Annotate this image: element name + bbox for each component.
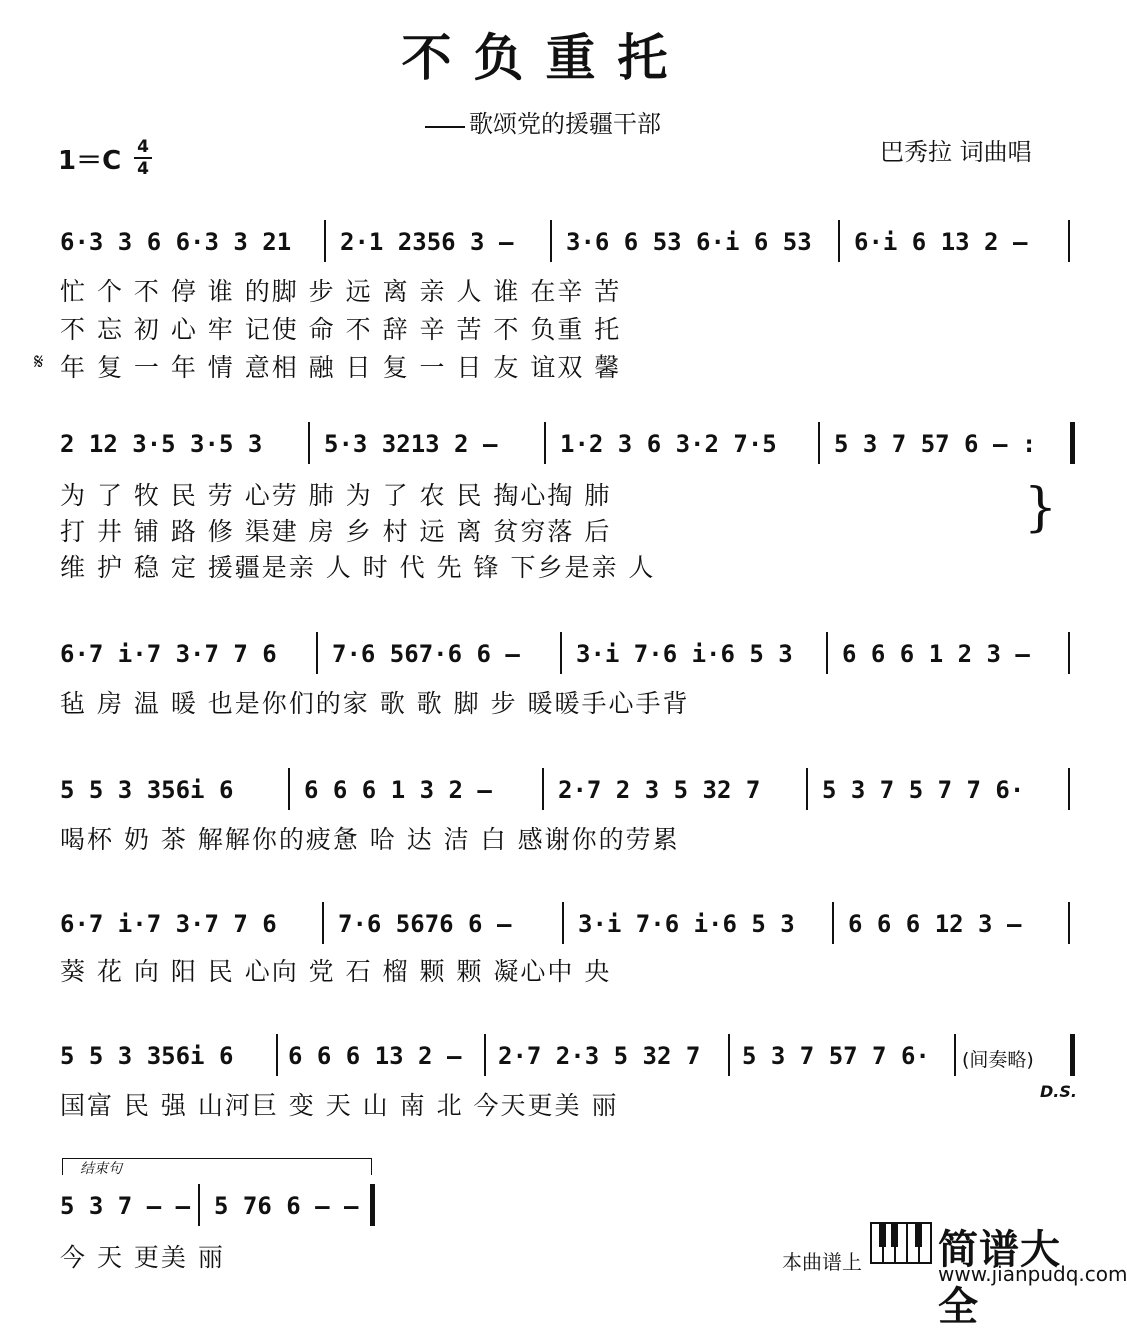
lyrics-verse-3: 年 复 一 年 情 意相 融 日 复 一 日 友 谊双 馨 (60, 353, 622, 382)
measure: 2·7 2 3 5 32 7 (558, 776, 761, 804)
notation-system-2 (58, 430, 1078, 464)
measure: 6·3 3 6 6·3 3 21 (60, 228, 292, 256)
lyrics-verse-1: 为 了 牧 民 劳 心劳 肺 为 了 农 民 掏心掏 肺 (60, 481, 612, 510)
lyrics-ending: 今 天 更美 丽 (60, 1243, 225, 1272)
measure: 6·7 i·7 3·7 7 6 (60, 640, 277, 668)
measure: 2·1 2356 3 – (340, 228, 514, 256)
measure: 5 5 3 356i 6 (60, 1042, 234, 1070)
measure: 7·6 5676 6 – (338, 910, 512, 938)
notation-system-1 (58, 228, 1078, 262)
lyrics-verse-1: 忙 个 不 停 谁 的脚 步 远 离 亲 人 谁 在辛 苦 (60, 277, 622, 306)
credit-line: 巴秀拉 词曲唱 (880, 138, 1032, 166)
lyrics-line: 喝杯 奶 茶 解解你的疲惫 哈 达 洁 白 感谢你的劳累 (60, 825, 680, 854)
measure: 6 6 6 1 3 2 – (304, 776, 492, 804)
lyrics-line: 葵 花 向 阳 民 心向 党 石 榴 颗 颗 凝心中 央 (60, 957, 612, 986)
site-logo-title: 简谱大全 (938, 1227, 1061, 1330)
measure: 3·i 7·6 i·6 5 3 (578, 910, 795, 938)
lyrics-line: 国富 民 强 山河巨 变 天 山 南 北 今天更美 丽 (60, 1091, 619, 1120)
notation-system-4 (58, 776, 1078, 810)
measure: 5 5 3 356i 6 (60, 776, 234, 804)
measure: 5 3 7 5 7 7 6· (822, 776, 1025, 804)
footer-fragment: 本曲谱上 (782, 1250, 862, 1274)
segno-sign: 𝄋 (34, 350, 44, 375)
lyrics-verse-2: 不 忘 初 心 牢 记使 命 不 辞 辛 苦 不 负重 托 (60, 315, 622, 344)
lyrics-verse-2: 打 井 铺 路 修 渠建 房 乡 村 远 离 贫穷落 后 (60, 517, 612, 546)
song-subtitle: 歌颂党的援疆干部 (425, 104, 661, 139)
lyrics-brace: } (1024, 478, 1058, 538)
key-signature: 1＝C (58, 146, 122, 176)
measure: 6 6 6 12 3 – (848, 910, 1022, 938)
measure: 2·7 2·3 5 32 7 (498, 1042, 701, 1070)
measure: 3·6 6 53 6·i 6 53 (566, 228, 812, 256)
measure: 2 12 3·5 3·5 3 (60, 430, 263, 458)
lyrics-verse-3: 维 护 稳 定 援疆是亲 人 时 代 先 锋 下乡是亲 人 (60, 553, 656, 582)
measure: 5 3 7 – – (60, 1192, 191, 1220)
measure: 6 6 6 13 2 – (288, 1042, 462, 1070)
notation-system-3 (58, 640, 1078, 674)
measure: 5 3 7 57 7 6· (742, 1042, 930, 1070)
time-signature: 4 4 (134, 138, 152, 178)
measure: 5·3 3213 2 – (324, 430, 498, 458)
site-url: www.jianpudq.com (938, 1262, 1127, 1286)
ending-label: 结束句 (80, 1161, 122, 1177)
measure: 6·i 6 13 2 – (854, 228, 1028, 256)
measure: 6 6 6 1 2 3 – (842, 640, 1030, 668)
notation-ending (58, 1192, 388, 1226)
interlude-note: (间奏略) (962, 1049, 1034, 1071)
dal-segno-mark: D.S. (1040, 1082, 1077, 1101)
measure: 1·2 3 6 3·2 7·5 (560, 430, 777, 458)
song-title: 不负重托 (401, 28, 690, 87)
measure: 6·7 i·7 3·7 7 6 (60, 910, 277, 938)
notation-system-5 (58, 910, 1078, 944)
lyrics-line: 毡 房 温 暖 也是你们的家 歌 歌 脚 步 暖暖手心手背 (60, 689, 690, 718)
notation-system-6 (58, 1042, 1078, 1076)
measure: 5 3 7 57 6 – : (834, 430, 1037, 458)
piano-keys-icon (870, 1222, 932, 1264)
measure: 7·6 567·6 6 – (332, 640, 520, 668)
measure: 5 76 6 – – (214, 1192, 359, 1220)
measure: 3·i 7·6 i·6 5 3 (576, 640, 793, 668)
